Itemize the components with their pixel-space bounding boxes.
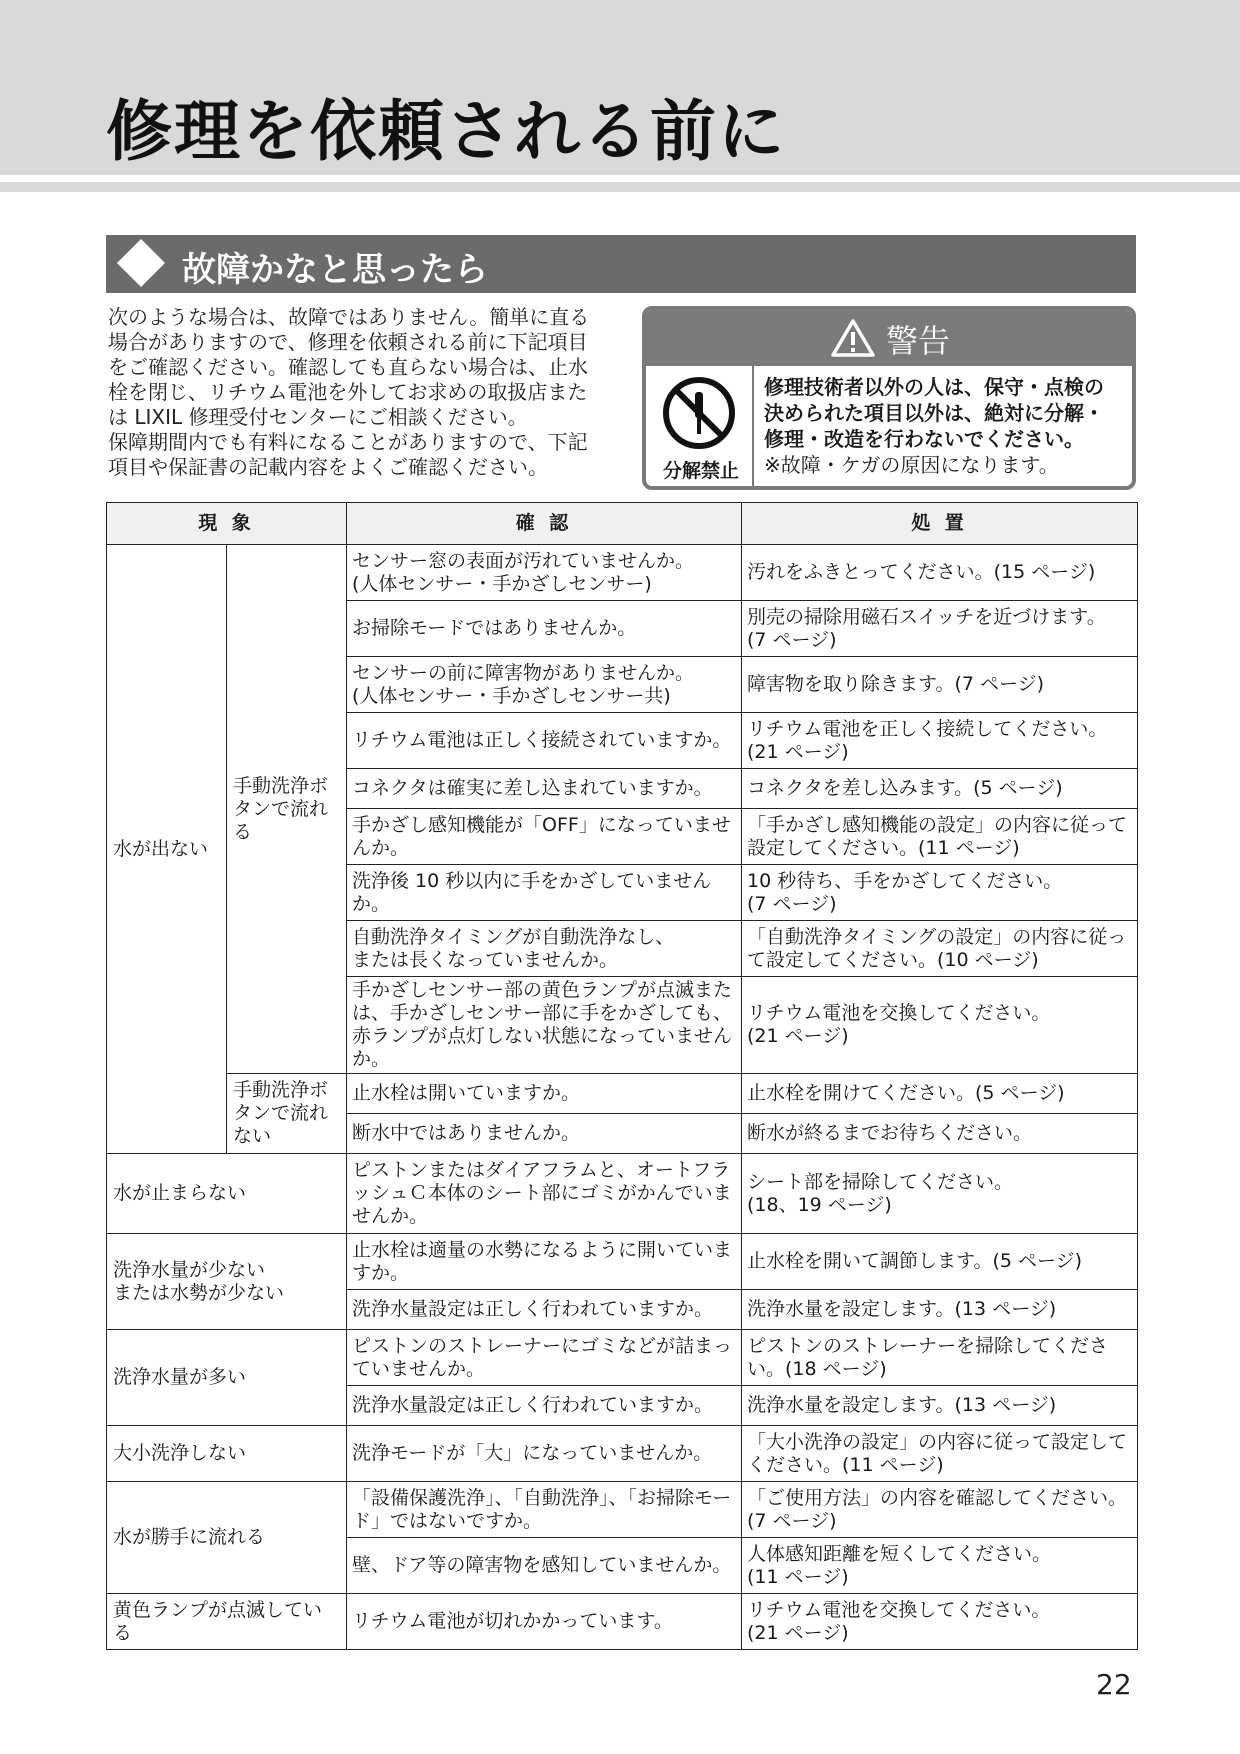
table-row	[107, 1482, 1138, 1538]
check-cell: 断水中ではありませんか。	[347, 1114, 742, 1154]
table-row	[107, 545, 1138, 601]
check-cell: 自動洗浄タイミングが自動洗浄なし、 または長くなっていませんか。	[347, 921, 742, 977]
intro-line: をご確認ください。確認しても直らない場合は、止水	[108, 355, 588, 379]
warning-line: 修理技術者以外の人は、保守・点検の	[764, 375, 1104, 399]
action-cell: ピストンのストレーナーを掃除してください。(18 ページ)	[742, 1330, 1138, 1386]
symptom-self-flow: 水が勝手に流れる	[107, 1482, 347, 1594]
symptom-high-volume: 洗浄水量が多い	[107, 1330, 347, 1426]
symptom-no-stop: 水が止まらない	[107, 1154, 347, 1234]
table-row	[107, 1074, 1138, 1114]
warning-header	[646, 310, 1132, 366]
header-symptom: 現 象	[107, 503, 347, 545]
symptom-no-water: 水が出ない	[107, 545, 227, 1154]
action-cell: 「手かざし感知機能の設定」の内容に従って設定してください。(11 ページ)	[742, 809, 1138, 865]
intro-line: 栓を閉じ、リチウム電池を外してお求めの取扱店また	[108, 380, 588, 404]
intro-line: 場合がありますので、修理を依頼される前に下記項目	[108, 330, 588, 354]
symptom-low-volume-line: 洗浄水量が少ない	[113, 1258, 266, 1281]
check-cell: 洗浄水量設定は正しく行われていますか。	[347, 1386, 742, 1426]
check-cell: ピストンまたはダイアフラムと、オートフラッシュＣ本体のシート部にゴミがかんでいませんか。	[347, 1154, 742, 1234]
check-cell: 手かざしセンサー部の黄色ランプが点滅または、手かざしセンサー部に手をかざしても、赤ランプが点灯しない状態になっていませんか。	[347, 977, 742, 1074]
warning-triangle-icon	[830, 318, 876, 358]
troubleshooting-table	[106, 502, 1138, 1650]
intro-text	[108, 305, 628, 480]
header-rule	[0, 182, 1240, 192]
action-cell: 洗浄水量を設定します。(13 ページ)	[742, 1386, 1138, 1426]
table-row	[107, 1234, 1138, 1290]
action-cell: リチウム電池を交換してください。 (21 ページ)	[742, 1594, 1138, 1650]
warning-text	[764, 374, 1136, 478]
warning-title: 警告	[886, 322, 951, 360]
page-title: 修理を依頼される前に	[106, 93, 786, 170]
check-cell: お掃除モードではありませんか。	[347, 601, 742, 657]
warning-box	[642, 306, 1136, 490]
check-cell: リチウム電池は正しく接続されていますか。	[347, 713, 742, 769]
action-cell: リチウム電池を交換してください。 (21 ページ)	[742, 977, 1138, 1074]
action-cell: 洗浄水量を設定します。(13 ページ)	[742, 1290, 1138, 1330]
check-cell: 洗浄後 10 秒以内に手をかざしていませんか。	[347, 865, 742, 921]
table-row	[107, 1426, 1138, 1482]
warning-line: 修理・改造を行わないでください。	[764, 427, 1084, 451]
action-cell: シート部を掃除してください。 (18、19 ページ)	[742, 1154, 1138, 1234]
warning-note: ※故障・ケガの原因になります。	[764, 453, 1059, 477]
check-cell: リチウム電池が切れかかっています。	[347, 1594, 742, 1650]
header-check: 確 認	[347, 503, 742, 545]
symptom-low-volume-line: または水勢が少ない	[113, 1281, 285, 1304]
action-cell: 止水栓を開けてください。(5 ページ)	[742, 1074, 1138, 1114]
check-cell: ピストンのストレーナーにゴミなどが詰まっていませんか。	[347, 1330, 742, 1386]
action-cell: 障害物を取り除きます。(7 ページ)	[742, 657, 1138, 713]
warning-line: 決められた項目以外は、絶対に分解・	[764, 401, 1104, 425]
action-cell: 「大小洗浄の設定」の内容に従って設定してください。(11 ページ)	[742, 1426, 1138, 1482]
action-cell: 断水が終るまでお待ちください。	[742, 1114, 1138, 1154]
intro-line: 次のような場合は、故障ではありません。簡単に直る	[108, 305, 590, 329]
table-row	[107, 1594, 1138, 1650]
table-header-row	[107, 503, 1138, 545]
symptom-low-volume	[107, 1234, 347, 1330]
action-cell: 「自動洗浄タイミングの設定」の内容に従って設定してください。(10 ページ)	[742, 921, 1138, 977]
action-cell: 別売の掃除用磁石スイッチを近づけます。 (7 ページ)	[742, 601, 1138, 657]
action-cell: リチウム電池を正しく接続してください。 (21 ページ)	[742, 713, 1138, 769]
action-cell: 人体感知距離を短くしてください。 (11 ページ)	[742, 1538, 1138, 1594]
intro-line: 項目や保証書の記載内容をよくご確認ください。	[108, 455, 548, 479]
section-title: 故障かなと思ったら	[182, 250, 488, 290]
check-cell: センサーの前に障害物がありませんか。 (人体センサー・手かざしセンサー共)	[347, 657, 742, 713]
intro-line: は LIXIL 修理受付センターにご相談ください。	[108, 405, 528, 429]
action-cell: 「ご使用方法」の内容を確認してください。 (7 ページ)	[742, 1482, 1138, 1538]
action-cell: 汚れをふきとってください。(15 ページ)	[742, 545, 1138, 601]
intro-line: 保障期間内でも有料になることがありますので、下記	[108, 430, 588, 454]
check-cell: 止水栓は適量の水勢になるように開いていますか。	[347, 1234, 742, 1290]
symptom-sub-flows: 手動洗浄ボタンで流れる	[227, 545, 347, 1074]
action-cell: 10 秒待ち、手をかざしてください。 (7 ページ)	[742, 865, 1138, 921]
check-cell: 「設備保護洗浄」、「自動洗浄」、「お掃除モード」ではないですか。	[347, 1482, 742, 1538]
table-row	[107, 1330, 1138, 1386]
check-cell: センサー窓の表面が汚れていませんか。 (人体センサー・手かざしセンサー)	[347, 545, 742, 601]
check-cell: 洗浄水量設定は正しく行われていますか。	[347, 1290, 742, 1330]
check-cell: 止水栓は開いていますか。	[347, 1074, 742, 1114]
action-cell: コネクタを差し込みます。(5 ページ)	[742, 769, 1138, 809]
table-row	[107, 1154, 1138, 1234]
no-disassembly-icon	[662, 376, 736, 450]
check-cell: 手かざし感知機能が「OFF」になっていませんか。	[347, 809, 742, 865]
page-number: 22	[1096, 1668, 1132, 1701]
warning-icon-label: 分解禁止	[662, 460, 739, 482]
check-cell: 洗浄モードが「大」になっていませんか。	[347, 1426, 742, 1482]
symptom-sub-noflow: 手動洗浄ボタンで流れない	[227, 1074, 347, 1154]
action-cell: 止水栓を開いて調節します。(5 ページ)	[742, 1234, 1138, 1290]
symptom-yellow-lamp: 黄色ランプが点滅している	[107, 1594, 347, 1650]
warning-divider	[752, 366, 754, 490]
check-cell: 壁、ドア等の障害物を感知していませんか。	[347, 1538, 742, 1594]
symptom-no-size: 大小洗浄しない	[107, 1426, 347, 1482]
header-action: 処 置	[742, 503, 1138, 545]
check-cell: コネクタは確実に差し込まれていますか。	[347, 769, 742, 809]
